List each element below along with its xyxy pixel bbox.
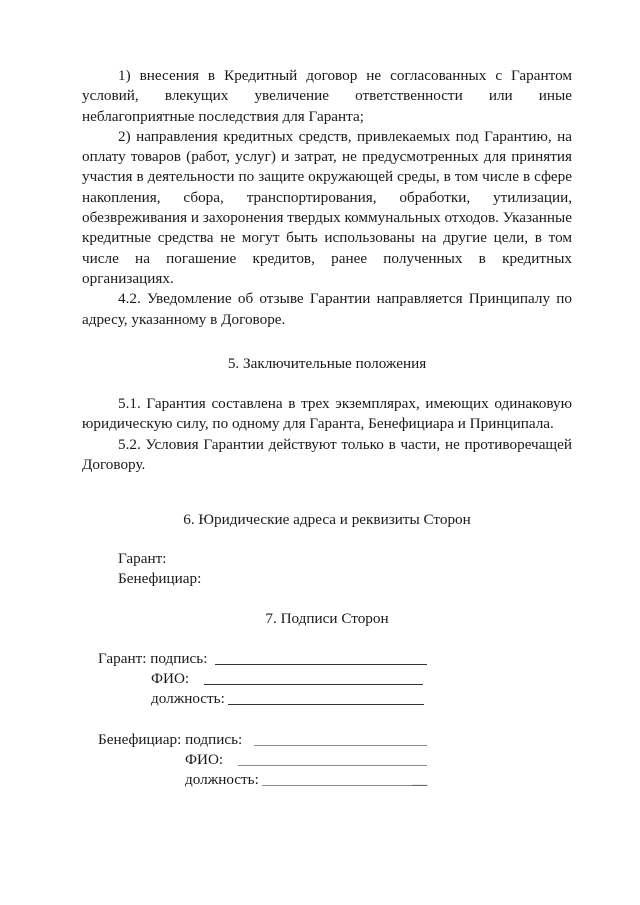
beneficiary-position-underscore: __ (412, 771, 428, 788)
guarantor-details-label: Гарант: (118, 550, 167, 567)
beneficiary-position-line (262, 785, 412, 786)
guarantor-name-line (204, 684, 423, 685)
guarantor-name-label: ФИО: (151, 670, 190, 687)
paragraph-condition-2: 2) направления кредитных средств, привлекаемых под Гарантию, на оплату товаров (работ, услуг) и затрат, не предусмотренных для принятия участия в деятельности по защите окружающей среды, в том числе в сфере накопления, сбора, транспортирования, обработки, утилизации, обезвреживания и захоронения твердых коммунальных отходов. Указанные кредитные средства не могут быть использованы на другие цели, в том числе на погашение кредитов, ранее полученных в кредитных организациях. (82, 127, 572, 287)
paragraph-4-2: 4.2. Уведомление об отзыве Гарантии направляется Принципалу по адресу, указанному в Договоре. (82, 290, 572, 328)
section-7-heading: 7. Подписи Сторон (265, 610, 389, 627)
continuation-block (82, 66, 572, 330)
guarantor-signature-label: Гарант: подпись: (98, 650, 208, 667)
section-6-heading: 6. Юридические адреса и реквизиты Сторон (183, 511, 471, 528)
beneficiary-name-label: ФИО: (185, 751, 224, 768)
section-5-heading: 5. Заключительные положения (227, 355, 427, 372)
section-5-block (82, 394, 572, 475)
beneficiary-signature-label: Бенефициар: подпись: (98, 731, 243, 748)
paragraph-5-2: 5.2. Условия Гарантии действуют только в части, не противоречащей Договору. (82, 435, 572, 473)
paragraph-condition-1: 1) внесения в Кредитный договор не согласованных с Гарантом условий, влекущих увеличение ответственности или иные неблагоприятные последствия для Гаранта; (82, 67, 572, 125)
paragraph-5-1: 5.1. Гарантия составлена в трех экземплярах, имеющих одинаковую юридическую силу, по одному для Гаранта, Бенефициара и Принципала. (82, 395, 572, 433)
beneficiary-position-label: должность: (185, 771, 259, 788)
guarantor-position-line (228, 704, 424, 705)
beneficiary-name-line (238, 765, 427, 766)
guarantor-signature-line (215, 664, 427, 665)
beneficiary-signature-line (254, 745, 427, 746)
beneficiary-details-label: Бенефициар: (118, 570, 202, 587)
guarantor-position-label: должность: (151, 690, 225, 707)
